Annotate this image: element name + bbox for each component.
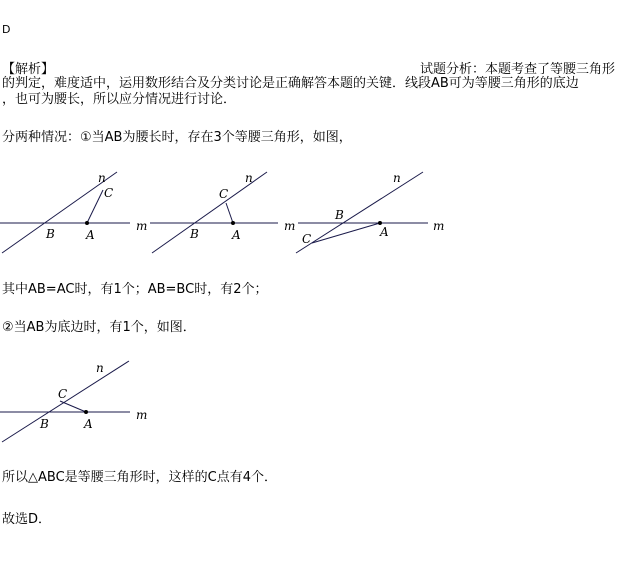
fig4-line-n [2, 361, 129, 442]
analysis-intro: 试题分析：本题考查了等腰三角形 [420, 62, 616, 77]
fig2-label-a: A [232, 228, 241, 242]
fig2-point-a [231, 221, 235, 225]
fig4-point-a [84, 410, 88, 414]
fig1-label-n: n [98, 171, 106, 185]
fig4-label-m: m [136, 408, 148, 422]
final-answer-text: 故选D． [2, 512, 52, 527]
fig1-point-a [85, 221, 89, 225]
case-1-detail: 其中AB=AC时，有1个；AB=BC时，有2个； [2, 282, 268, 297]
fig2-segment-ac [226, 203, 233, 223]
fig2-label-c: C [219, 187, 229, 201]
fig4-segment-ac [60, 401, 86, 412]
fig2-label-b: B [190, 227, 199, 241]
fig3-label-m: m [433, 219, 445, 233]
fig4-label-a: A [84, 417, 93, 431]
fig3-label-b: B [335, 208, 344, 222]
conclusion-text: 所以△ABC是等腰三角形时，这样的C点有4个． [2, 470, 278, 485]
fig3-line-n [296, 172, 423, 253]
fig2-label-m: m [284, 219, 296, 233]
fig4-label-b: B [40, 417, 49, 431]
fig1-label-b: B [46, 227, 55, 241]
fig3-label-a: A [380, 225, 389, 239]
case-1-text: 分两种情况：①当AB为腰长时，存在3个等腰三角形，如图， [2, 130, 352, 145]
answer-text: D [2, 23, 11, 36]
fig2-label-n: n [245, 171, 253, 185]
analysis-line-2: 的判定，难度适中，运用数形结合及分类讨论是正确解答本题的关键．线段AB可为等腰三角形的底边 [2, 76, 579, 91]
fig4-label-c: C [58, 387, 68, 401]
fig3-segment-ac [312, 223, 380, 243]
analysis-tag: 【解析】 [2, 62, 55, 77]
case-2-text: ②当AB为底边时，有1个，如图． [2, 320, 196, 335]
fig1-label-m: m [136, 219, 148, 233]
fig3-label-c: C [302, 232, 312, 246]
analysis-line-3: ，也可为腰长，所以应分情况进行讨论． [2, 92, 237, 107]
fig4-label-n: n [96, 361, 104, 375]
fig3-label-n: n [393, 171, 401, 185]
fig1-segment-ac [87, 190, 103, 223]
fig1-label-a: A [86, 228, 95, 242]
fig1-label-c: C [104, 186, 114, 200]
